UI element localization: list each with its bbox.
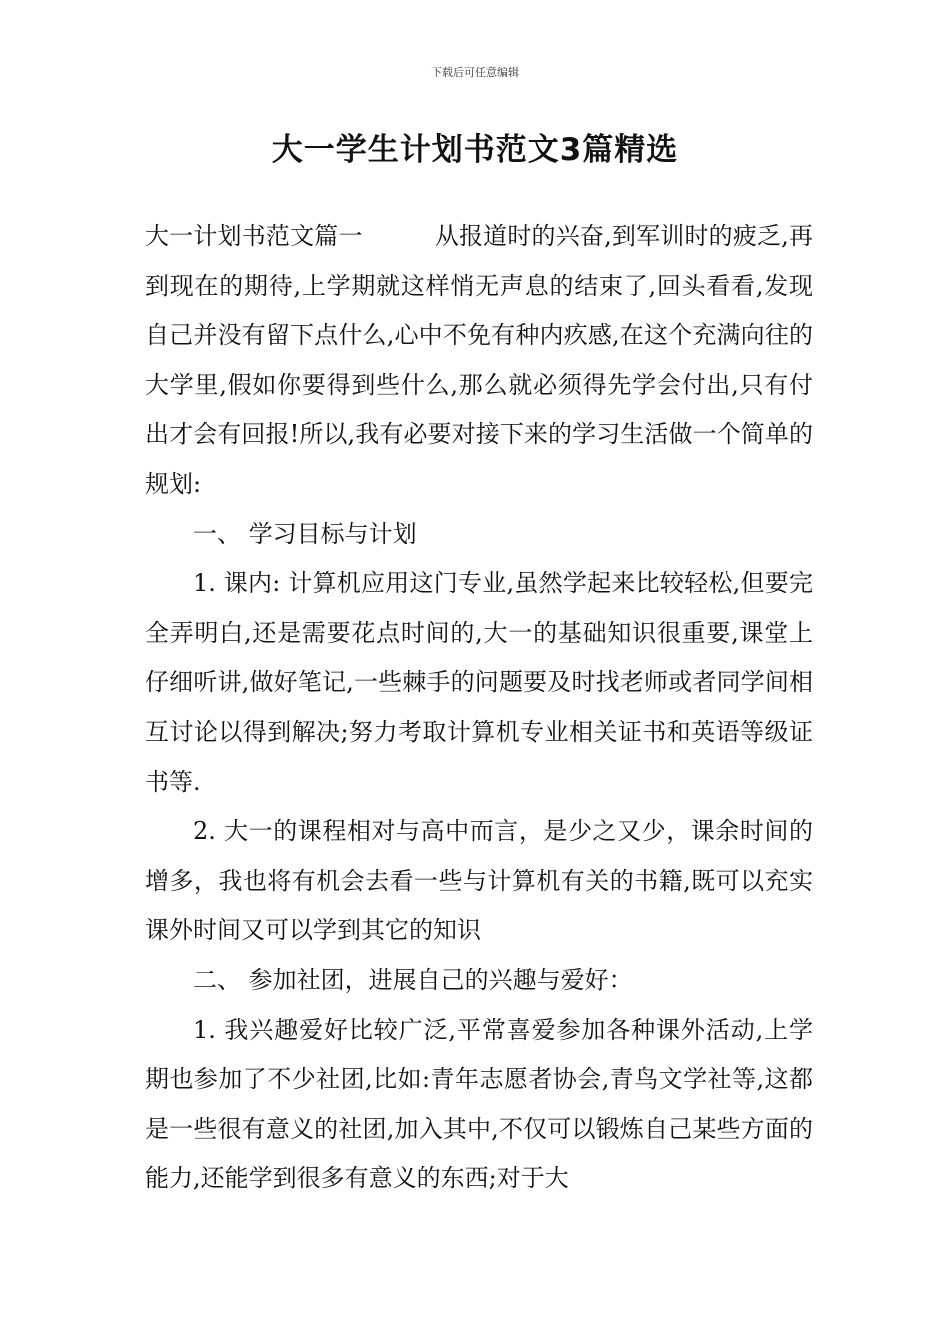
section-heading-clubs: 二、 参加社团，进展自己的兴趣与爱好： xyxy=(193,965,633,994)
intro-paragraph xyxy=(145,212,813,510)
document-body xyxy=(145,212,813,1204)
intro-label: 大一计划书范文篇一 xyxy=(145,222,363,250)
intro-text: 从报道时的兴奋,到军训时的疲乏,再到现在的期待,上学期就这样悄无声息的结束了,回头看看,发现自己并没有留下点什么,心中不免有种内疚感,在这个充满向往的大学里,假如你要得到些什么,那么就必须得先学会付出,只有付出才会有回报!所以,我有必要对接下来的学习生活做一个简单的规划: xyxy=(145,222,813,498)
paragraph-clubs: 1. 我兴趣爱好比较广泛,平常喜爱参加各种课外活动,上学期也参加了不少社团,比如:青年志愿者协会,青鸟文学社等,这都是一些很有意义的社团,加入其中,不仅可以锻炼自己某些方面的能力,还能学到很多有意义的东西;对于大 xyxy=(145,1015,813,1193)
paragraph-extracurricular-reading: 2. 大一的课程相对与高中而言，是少之又少，课余时间的增多，我也将有机会去看一些与计算机有关的书籍,既可以充实课外时间又可以学到其它的知识 xyxy=(145,817,813,945)
document-title: 大一学生计划书范文3篇精选 xyxy=(271,132,679,168)
paragraph-in-class: 1. 课内: 计算机应用这门专业,虽然学起来比较轻松,但要完全弄明白,还是需要花点时间的,大一的基础知识很重要,课堂上仔细听讲,做好笔记,一些棘手的问题要及时找老师或者同学间相互讨论以得到解决;努力考取计算机专业相关证书和英语等级证书等. xyxy=(145,569,813,796)
section-heading-study-goals: 一、 学习目标与计划 xyxy=(193,519,417,548)
page-header-note: 下载后可任意编辑 xyxy=(431,66,519,79)
